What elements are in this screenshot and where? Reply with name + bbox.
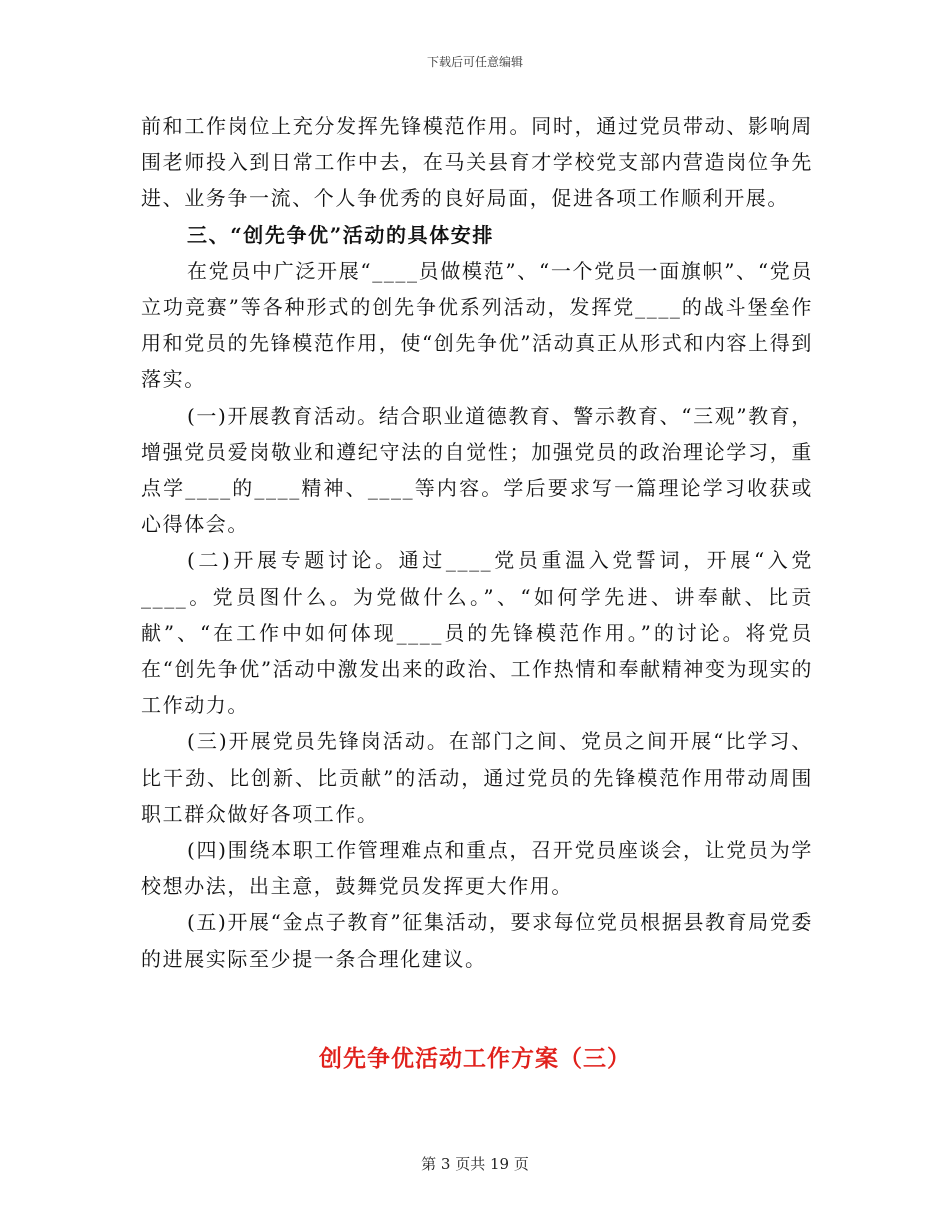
page-number-footer: 第 3 页共 19 页 [421, 1155, 529, 1173]
paragraph-item-1: (一)开展教育活动。结合职业道德教育、警示教育、“三观”教育，增强党员爱岗敬业和遵纪守法的自觉性；加强党员的政治理论学习，重点学____的____精神、____等内容。学后要求写一篇理论学习收获或心得体会。 [141, 403, 813, 537]
paragraph-item-3: (三)开展党员先锋岗活动。在部门之间、党员之间开展“比学习、比干劲、比创新、比贡献”的活动，通过党员的先锋模范作用带动周围职工群众做好各项工作。 [141, 729, 813, 826]
section-heading: 三、“创先争优”活动的具体安排 [187, 222, 495, 247]
paragraph-activities: 在党员中广泛开展“____员做模范”、“一个党员一面旗帜”、“党员立功竞赛”等各种形式的创先争优系列活动，发挥党____的战斗堡垒作用和党员的先锋模范作用，使“创先争优”活动真正从形式和内容上得到落实。 [141, 258, 813, 392]
header-note: 下载后可任意编辑 [426, 55, 523, 69]
paragraph-item-5: (五)开展“金点子教育”征集活动，要求每位党员根据县教育局党委的进展实际至少提一条合理化建议。 [141, 910, 813, 971]
document-body [141, 108, 813, 977]
paragraph-item-2: (二)开展专题讨论。通过____党员重温入党誓词，开展“入党____。党员图什么。为党做什么。”、“如何学先进、讲奉献、比贡献”、“在工作中如何体现____员的先锋模范作用。”的讨论。将党员在“创先争优”活动中激发出来的政治、工作热情和奉献精神变为现实的工作动力。 [141, 548, 813, 718]
paragraph-intro: 前和工作岗位上充分发挥先锋模范作用。同时，通过党员带动、影响周围老师投入到日常工作中去，在马关县育才学校党支部内营造岗位争先进、业务争一流、个人争优秀的良好局面，促进各项工作顺利开展。 [141, 114, 813, 211]
next-section-title: 创先争优活动工作方案（三） [319, 1045, 631, 1072]
paragraph-item-4: (四)围绕本职工作管理难点和重点，召开党员座谈会，让党员为学校想办法，出主意，鼓舞党员发挥更大作用。 [141, 838, 813, 899]
